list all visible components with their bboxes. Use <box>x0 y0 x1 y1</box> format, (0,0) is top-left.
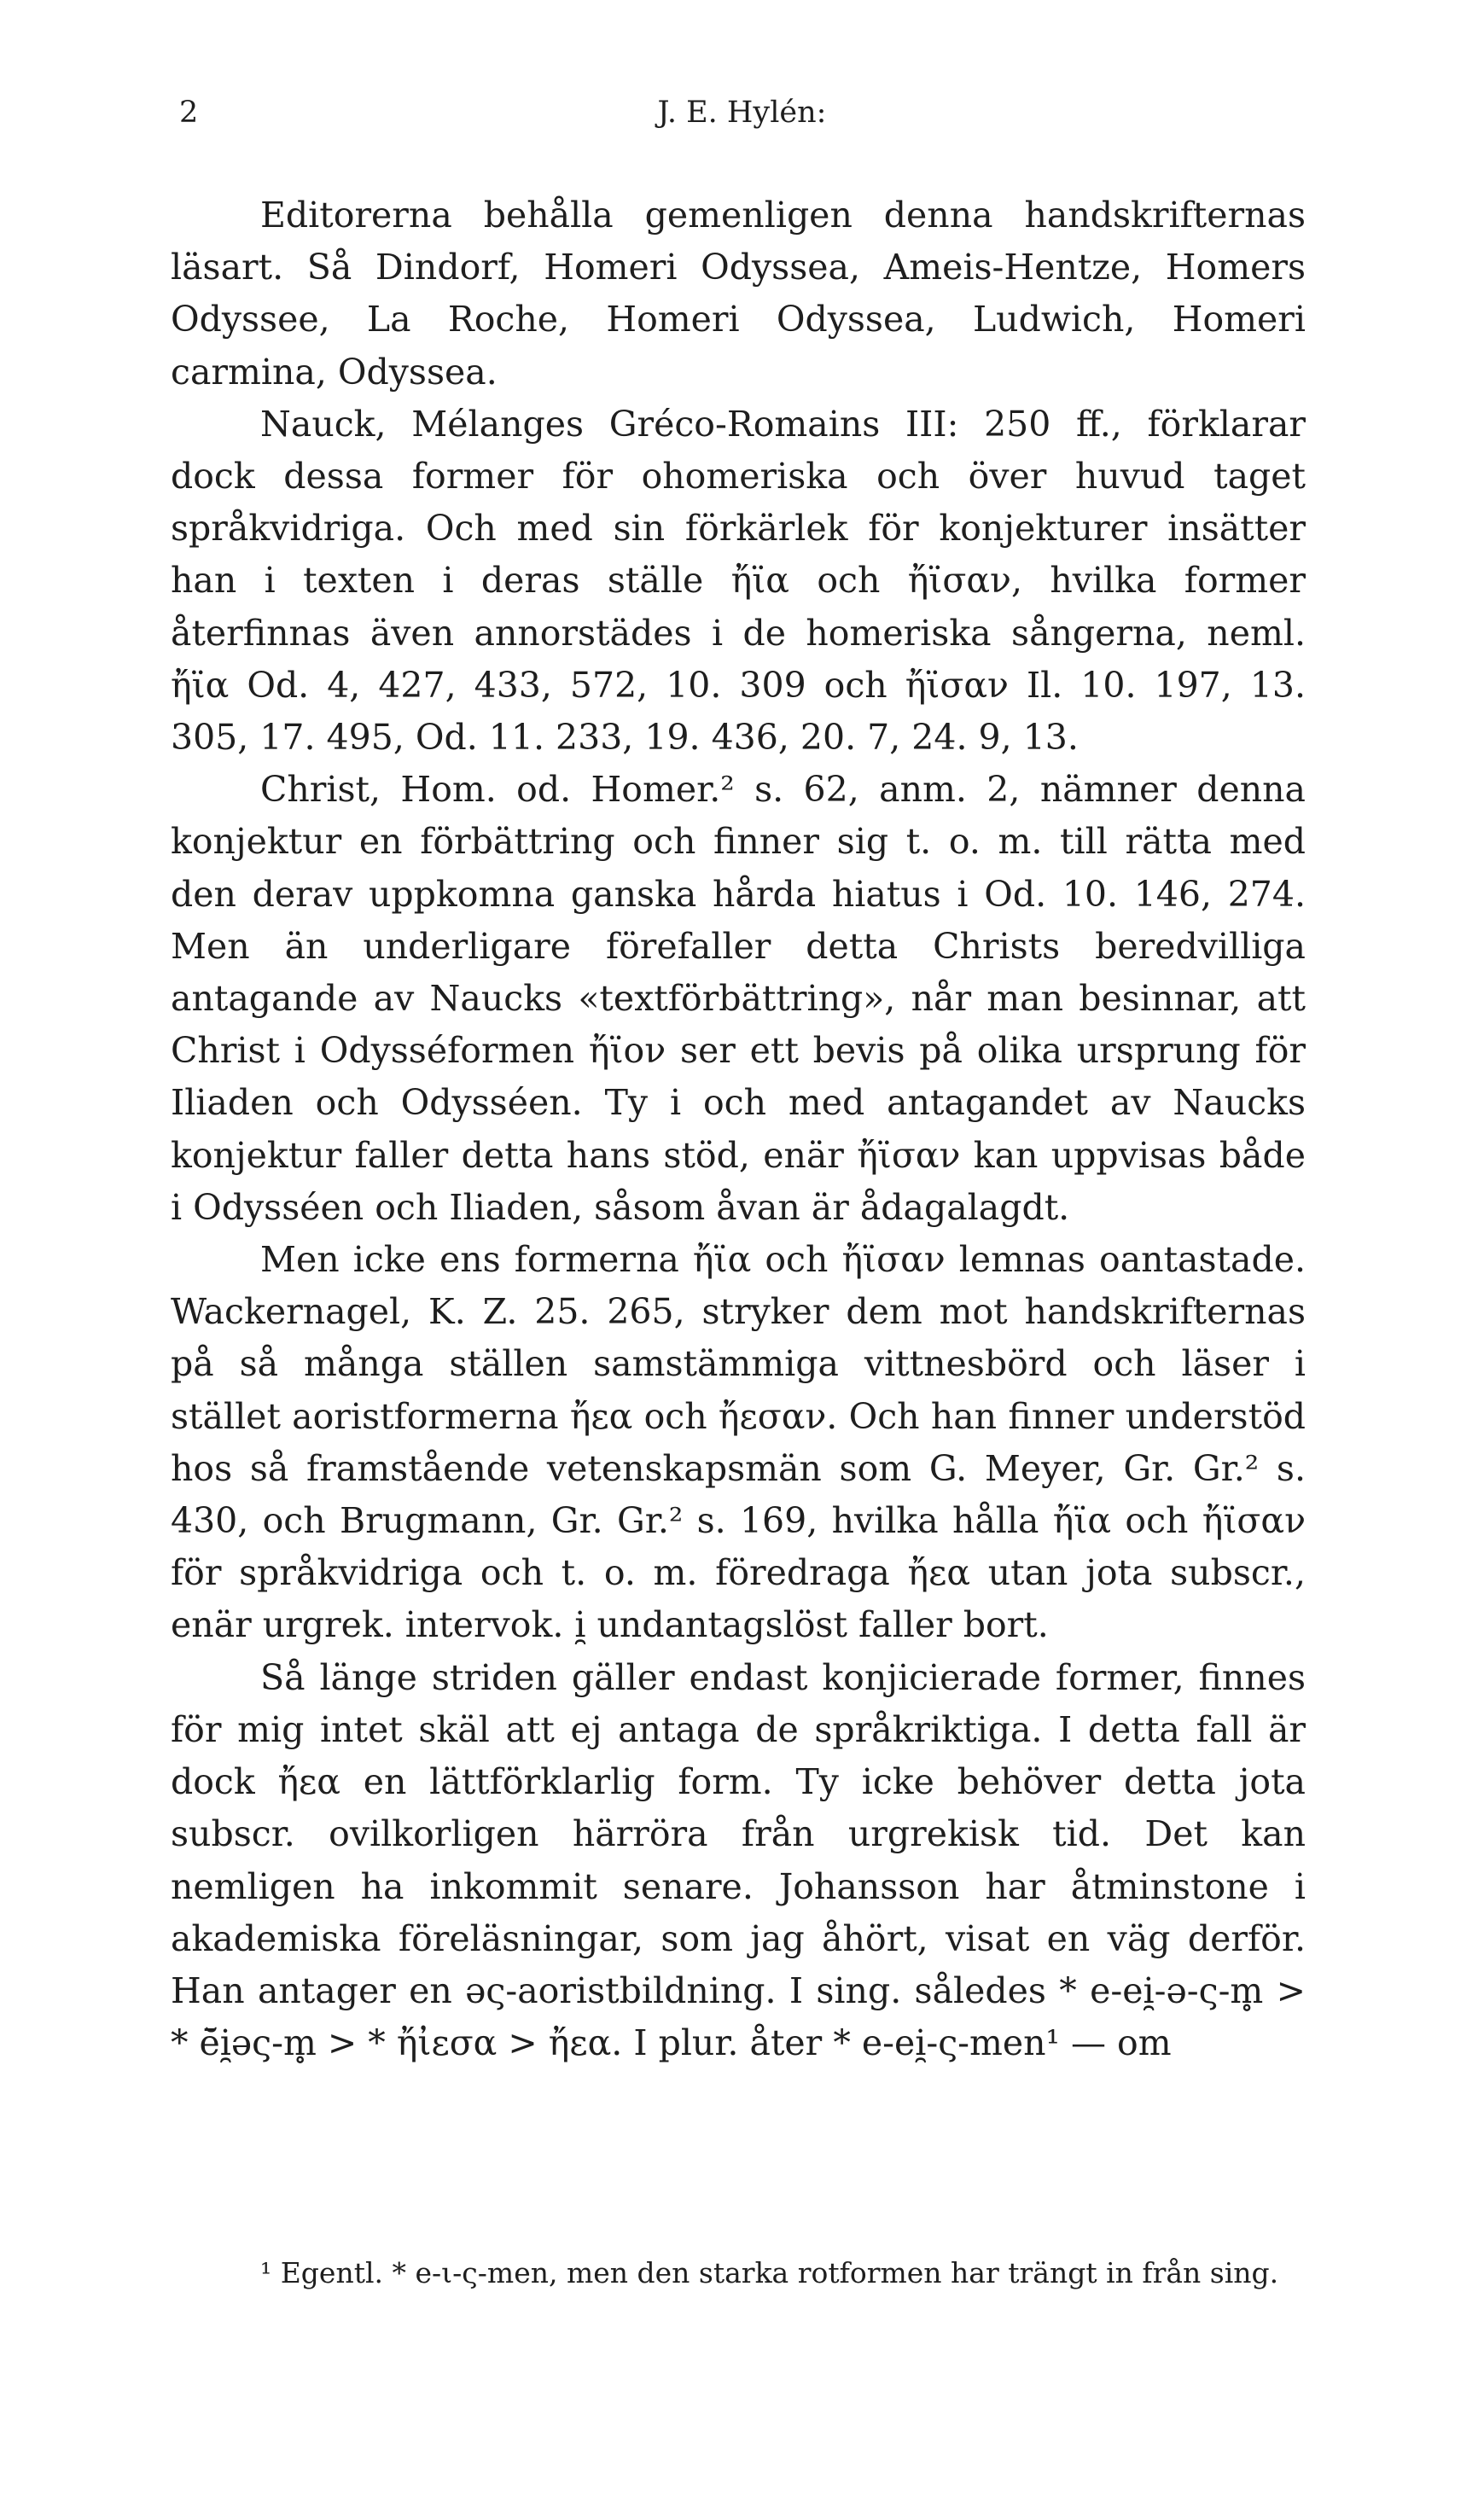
paragraph: Nauck, Mélanges Gréco-Romains III: 250 ff., förklarar dock dessa former för ohomeriska och över huvud taget språkvidriga. Och med sin förkärlek för konjekturer insätter han i texten i deras ställe ἤϊα och ἤϊσαν, hvilka former återfinnas även annorstädes i de homeriska sångerna, neml. ἤϊα Od. 4, 427, 433, 572, 10. 309 och ἤϊσαν Il. 10. 197, 13. 305, 17. 495, Od. 11. 233, 19. 436, 20. 7, 24. 9, 13. <box>171 403 1306 759</box>
page-number: 2 <box>179 96 199 130</box>
paragraph: Christ, Hom. od. Homer.² s. 62, anm. 2, nämner denna konjektur en förbättring och finner sig t. o. m. till rätta med den derav uppkomna ganska hårda hiatus i Od. 10. 146, 274. Men än underligare förefaller detta Christs beredvilliga antagande av Naucks «textförbättring», når man besinnar, att Christ i Odysséformen ἤϊον ser ett bevis på olika ursprung för Iliaden och Odysséen. Ty i och med antagandet av Naucks konjektur faller detta hans stöd, enär ἤϊσαν kan uppvisas både i Odysséen och Iliaden, såsom åvan är ådagalagdt. <box>171 769 1306 1228</box>
page-header <box>171 96 1313 147</box>
paragraph: Editorerna behålla gemenligen denna handskrifternas läsart. Så Dindorf, Homeri Odyssea, Ameis-Hentze, Homers Odyssee, La Roche, Homeri Odyssea, Ludwich, Homeri carmina, Odyssea. <box>171 195 1306 393</box>
paragraph: Så länge striden gäller endast konjicierade former, finnes för mig intet skäl att ej antaga de språkriktiga. I detta fall är dock ἤεα en lättförklarlig form. Ty icke behöver detta jota subscr. ovilkorligen härröra från urgrekisk tid. Det kan nemligen ha inkommit senare. Johansson har åtminstone i akademiska föreläsningar, som jag åhört, visat en väg derför. Han antager en əς-aoristbildning. I sing. således * e-ei̯-ə-ς-m̥ > * ē̆i̯əς-m̥ > * ἤἰεσα > ἤεα. I plur. åter * e-ei̯-ς-men¹ — om <box>171 1656 1306 2064</box>
running-head: J. E. Hylén: <box>657 96 827 130</box>
main-text <box>171 189 1306 2069</box>
paragraph: Men icke ens formerna ἤϊα och ἤϊσαν lemnas oantastade. Wackernagel, K. Z. 25. 265, stryker dem mot handskrifternas på så många ställen samstämmiga vittnesbörd och läser i stället aoristformerna ἤεα och ἤεσαν. Och han finner understöd hos så framstående vetenskapsmän som G. Meyer, Gr. Gr.² s. 430, och Brugmann, Gr. Gr.² s. 169, hvilka hålla ἤϊα och ἤϊσαν för språkvidriga och t. o. m. föredraga ἤεα utan jota subscr., enär urgrek. intervok. i̯ undantagslöst faller bort. <box>171 1239 1306 1646</box>
footnote: ¹ Egentl. * e-ι-ς-men, men den starka rotformen har trängt in från sing. <box>260 2256 1279 2289</box>
footnotes <box>171 2254 1306 2292</box>
